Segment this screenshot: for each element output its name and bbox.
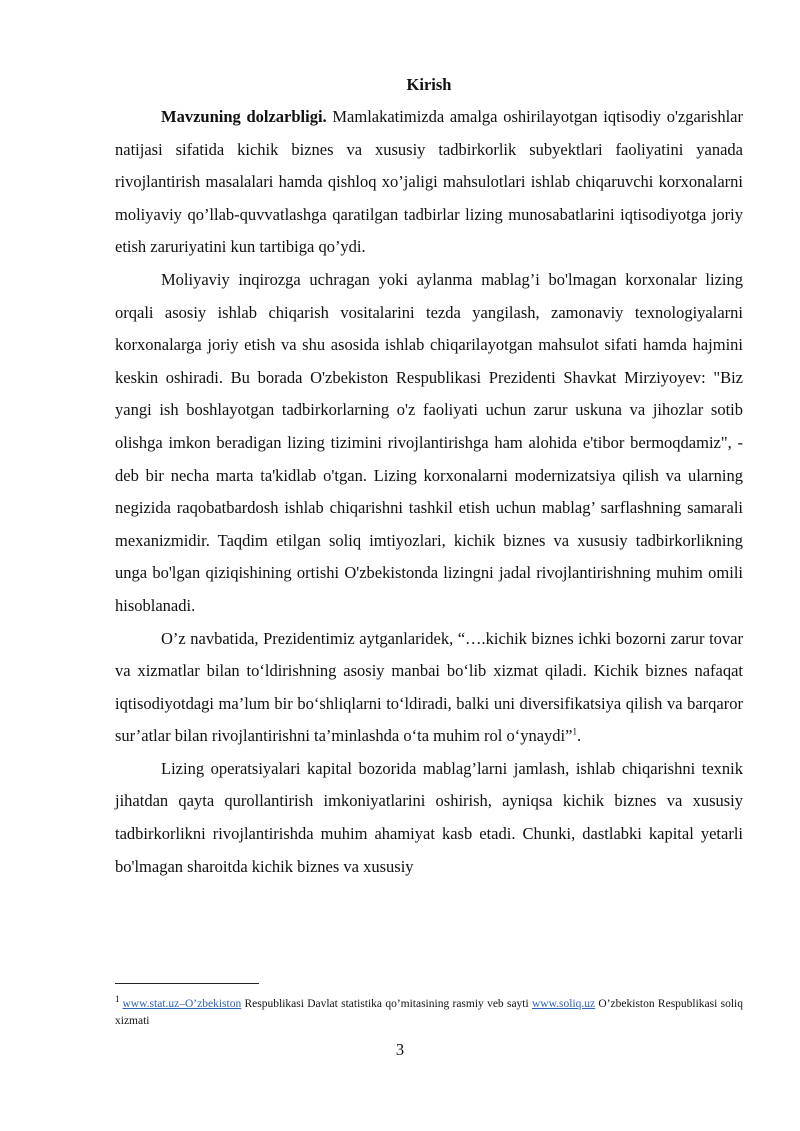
paragraph-end: . [576, 726, 582, 746]
paragraph-text: Mamlakatimizda amalga oshirilayotgan iqtisodiy o'zgarishlar natijasi sifatida kichik biznes va xususiy tadbirkorlik subyektlari faoliyatini yanada rivojlantirish masalalari hamda qishloq xo’jaligi mahsulotlari ishlab chiqaruvchi korxonalarni moliyaviy qo’llab-quvvatlashga qaratilgan tadbirlar lizing munosabatlarini iqtisodiyotga joriy etish zaruriyatini kun tartibiga qo’ydi. [115, 107, 743, 257]
footnote-link-soliq[interactable]: www.soliq.uz [531, 998, 596, 1010]
paragraph-lead: Mavzuning dolzarbligi. [161, 107, 327, 126]
section-title: Kirish [406, 75, 452, 94]
paragraph-financial-crisis: Moliyaviy inqirozga uchragan yoki aylanma mablag’i bo'lmagan korxonalar lizing orqali asosiy ishlab chiqarish vositalarini tezda yangilash, zamonaviy texnologiyalarni korxonalarga joriy etish va shu asosida ishlab chiqarilayotgan mahsulot sifati hamda hajmini keskin oshiradi. Bu borada O'zbekiston Respublikasi Prezidenti Shavkat Mirziyoyev: "Biz yangi ish boshlayotgan tadbirkorlarning o'z faoliyati uchun zarur uskuna va jihozlar sotib olishga imkon beradigan lizing tizimini rivojlantirishga ham alohida e'tibor bermoqdamiz", - deb bir necha marta ta'kidlab o'tgan. Lizing korxonalarni modernizatsiya qilish va ularning negizida raqobatbardosh ishlab chiqarishni tashkil etish uchun mablag’ sarflashning samarali mexanizmidir. Taqdim etilgan soliq imtiyozlari, kichik biznes va xususiy tadbirkorlikning unga bo'lgan qiziqishining ortishi O'zbekistonda lizingni jadal rivojlantirishning muhim omili hisoblanadi. [115, 269, 743, 615]
paragraph-leasing-operations: Lizing operatsiyalari kapital bozorida mablag’larni jamlash, ishlab chiqarishni texnik jihatdan qayta qurollantirish imkoniyatlarini oshirish, ayniqsa kichik biznes va xususiy tadbirkorlikni rivojlantirishda muhim ahamiyat kasb etadi. Chunki, dastlabki kapital yetarli bo'lmagan sharoitda kichik biznes va xususiy [115, 758, 743, 876]
footnote-marker: 1 [115, 994, 120, 1005]
paragraph-relevance [115, 101, 743, 264]
document-body [115, 72, 743, 883]
page-number: 3 [395, 1040, 405, 1059]
footnote-separator [115, 983, 259, 984]
paragraph-president-quote [115, 623, 743, 753]
footnote-reference[interactable]: 1 [572, 726, 577, 737]
footnote-link-stat[interactable]: www.stat.uz–O’zbekiston [122, 998, 242, 1010]
paragraph-text: O’z navbatida, Prezidentimiz aytganlaridek, “….kichik biznes ichki bozorni zarur tovar va xizmatlar bilan to‘ldirishning asosiy manbai bo‘lib xizmat qiladi. Kichik biznes nafaqat iqtisodiyotdagi ma’lum bir bo‘shliqlarni to‘ldiradi, balki uni diversifikatsiya qilish va barqaror sur’atlar bilan rivojlantirishni ta’minlashda o‘ta muhim rol o‘ynaydi” [115, 628, 743, 746]
footnote-text: Respublikasi Davlat statistika qo’mitasining rasmiy veb sayti [241, 998, 532, 1010]
footnote [115, 996, 743, 1030]
footnote-text-end: O’zbekiston Respublikasi soliq xizmati [115, 998, 743, 1027]
